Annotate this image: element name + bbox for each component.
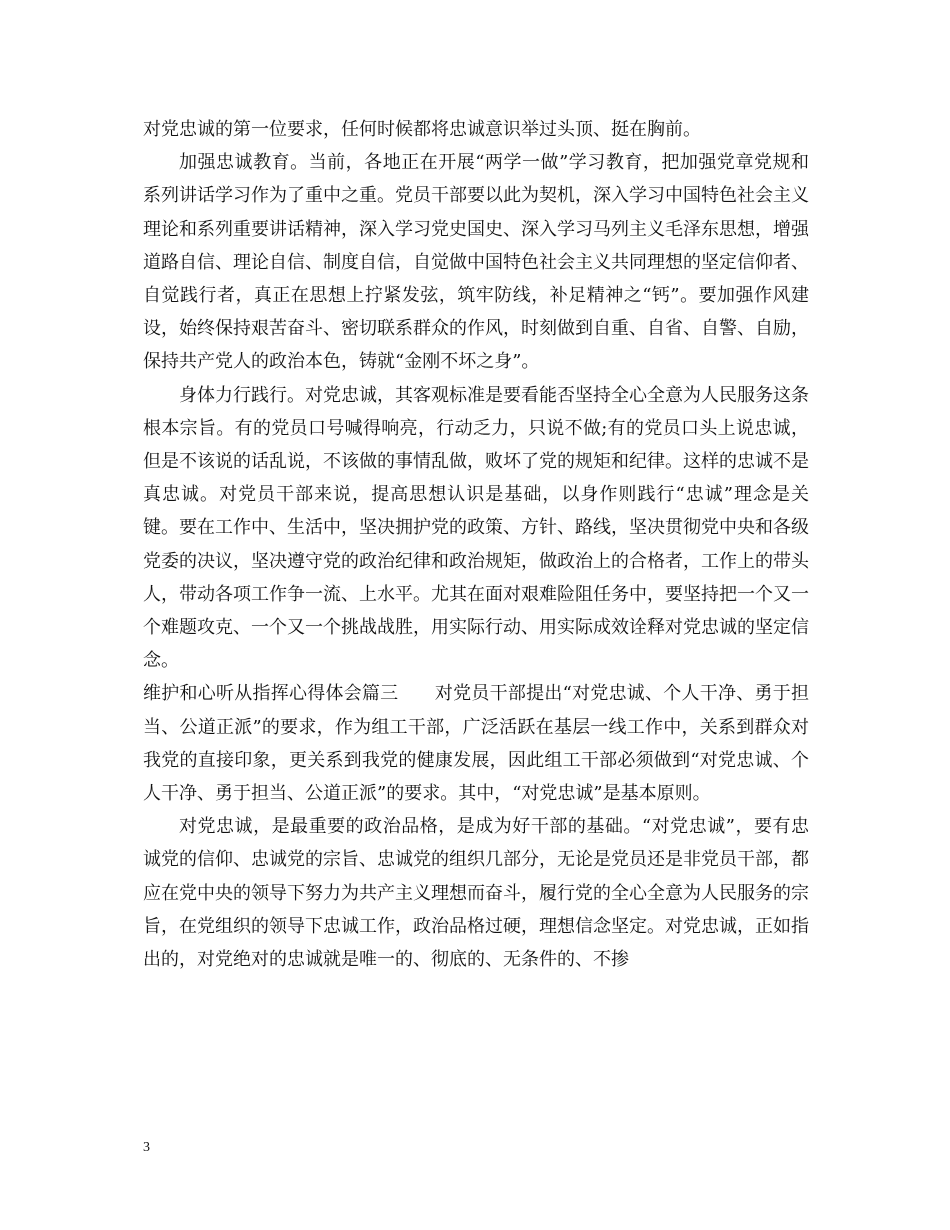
paragraph-5 [143, 810, 809, 976]
body-text [143, 113, 809, 976]
paragraph-4-text: 对党员干部提出“对党忠诚、个人干净、勇于担当、公道正派”的要求，作为组工干部，广泛活跃在基层一线工作中，关系到群众对我党的直接印象，更关系到我党的健康发展，因此组工干部必须做到“对党忠诚、个人干净、勇于担当、公道正派”的要求。其中，“对党忠诚”是基本原则。 [143, 683, 810, 805]
heading-gap [398, 683, 435, 704]
paragraph-3 [143, 379, 809, 678]
section-heading: 维护和心听从指挥心得体会篇三 [143, 683, 399, 705]
paragraph-2-text: 加强忠诚教育。当前，各地正在开展“两学一做”学习教育，把加强党章党规和系列讲话学习作为了重中之重。党员干部要以此为契机，深入学习中国特色社会主义理论和系列重要讲话精神，深入学习党史国史、深入学习马列主义毛泽东思想，增强道路自信、理论自信、制度自信，自觉做中国特色社会主义共同理想的坚定信仰者、自觉践行者，真正在思想上拧紧发弦，筑牢防线，补足精神之“钙”。要加强作风建设，始终保持艰苦奋斗、密切联系群众的作风，时刻做到自重、自省、自警、自励，保持共产党人的政治本色，铸就“金刚不坏之身”。 [143, 152, 809, 373]
paragraph-1 [143, 113, 809, 146]
paragraph-2 [143, 146, 809, 378]
paragraph-1-text: 对党忠诚的第一位要求，任何时候都将忠诚意识举过头顶、挺在胸前。 [143, 119, 701, 140]
page-number: 3 [143, 1140, 150, 1155]
paragraph-3-text: 身体力行践行。对党忠诚，其客观标准是要看能否坚持全心全意为人民服务这条根本宗旨。有的党员口号喊得响亮，行动乏力，只说不做;有的党员口头上说忠诚，但是不该说的话乱说，不该做的事情乱做，败坏了党的规矩和纪律。这样的忠诚不是真忠诚。对党员干部来说，提高思想认识是基础，以身作则践行“忠诚”理念是关键。要在工作中、生活中，坚决拥护党的政策、方针、路线，坚决贯彻党中央和各级党委的决议，坚决遵守党的政治纪律和政治规矩，做政治上的合格者，工作上的带头人，带动各项工作争一流、上水平。尤其在面对艰难险阻任务中，要坚持把一个又一个难题攻克、一个又一个挑战战胜，用实际行动、用实际成效诠释对党忠诚的坚定信念。 [143, 384, 809, 672]
paragraph-5-text: 对党忠诚，是最重要的政治品格，是成为好干部的基础。“对党忠诚”，要有忠诚党的信仰、忠诚党的宗旨、忠诚党的组织几部分，无论是党员还是非党员干部，都应在党中央的领导下努力为共产主义理想而奋斗，履行党的全心全意为人民服务的宗旨，在党组织的领导下忠诚工作，政治品格过硬，理想信念坚定。对党忠诚，正如指出的，对党绝对的忠诚就是唯一的、彻底的、无条件的、不掺 [143, 816, 809, 971]
paragraph-4 [143, 677, 809, 810]
